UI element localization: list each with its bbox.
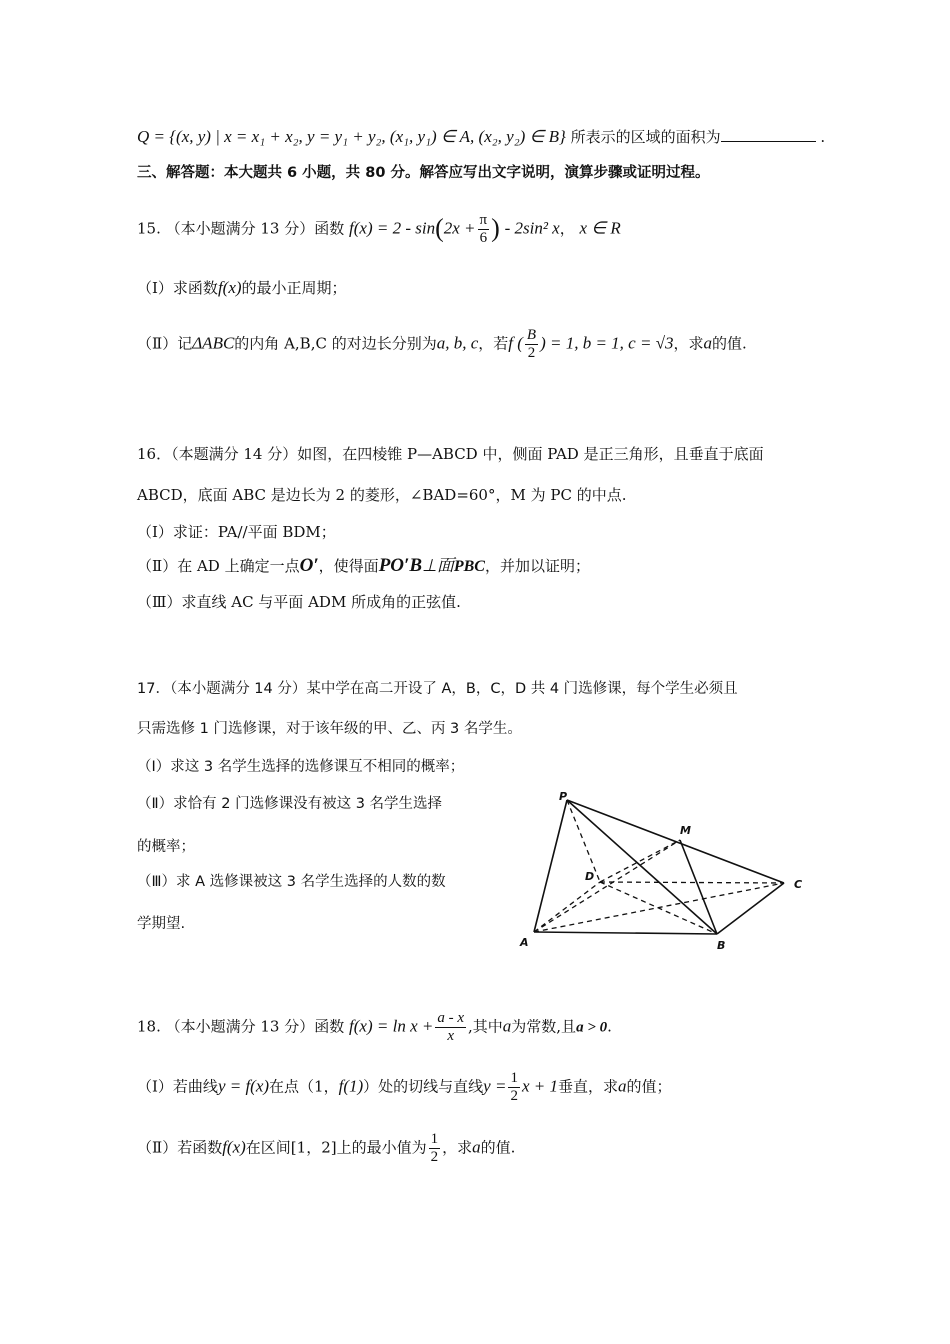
q15-head: 15. （本小题满分 13 分）函数 (137, 219, 345, 238)
q15-b-over-2: $\frac{B}{2}$ (526, 327, 537, 361)
edge-pd (567, 800, 600, 882)
label-m: M (680, 824, 691, 837)
edge-dm (600, 840, 680, 882)
q17-part-3b: 学期望. (137, 916, 186, 932)
q18-one-half: $\frac{1}{2}$ (510, 1070, 518, 1104)
q16-part-3: （Ⅲ）求直线 AC 与平面 ADM 所成角的正弦值. (137, 593, 461, 611)
q17-part-2a: （Ⅱ）求恰有 2 门选修课没有被这 3 名学生选择 (137, 796, 443, 812)
q18-stem: 18. （本小题满分 13 分）函数 f(x) = ln x + $\frac{a - x}{x}$ ,其中a为常数,且a > 0. (137, 1010, 612, 1044)
section-3-heading: 三、解答题：本大题共 6 小题，共 80 分。解答应写出文字说明，演算步骤或证明过程。 (137, 165, 710, 181)
edge-pb (567, 800, 717, 934)
label-a: A (520, 936, 529, 949)
q18-part-1: （Ⅰ）若曲线y = f(x)在点（1，f(1)）处的切线与直线y = $\frac{1}{2}$ x + 1垂直，求a的值； (137, 1070, 672, 1104)
label-p: P (559, 790, 568, 803)
hidden-edges (534, 800, 784, 934)
q15-stem: 15. （本小题满分 13 分）函数 f(x) = 2 - sin(2x + $\frac{\pi}{6}$ ) - 2sin² x， x ∈ R (137, 212, 621, 246)
q14-set-expression: Q = {(x, y) | x = x₁ + x₂, y = y₁ + y₂, (x₁, y₁) ∈ A, (x₂, y₂) ∈ B} (137, 127, 566, 146)
q14-period: . (820, 128, 826, 146)
q17-part-3a: （Ⅲ）求 A 选修课被这 3 名学生选择的人数的数 (137, 874, 446, 890)
q16-line-1: 16．（本题满分 14 分）如图，在四棱锥 P—ABCD 中，侧面 PAD 是正三角形，且垂直于底面 (137, 445, 764, 463)
edge-ab (534, 932, 717, 934)
q15-function-lhs: f(x) = 2 - sin (349, 218, 436, 238)
q14-answer-blank (721, 127, 816, 142)
q16-part-1: （Ⅰ）求证：PA//平面 BDM； (137, 523, 336, 541)
q17-line-2: 只需选修 1 门选修课，对于该年级的甲、乙、丙 3 名学生。 (137, 721, 522, 737)
q16-part-2: （Ⅱ）在 AD 上确定一点O′，使得面PO′B⊥面PBC，并加以证明； (137, 555, 590, 576)
q15-domain: x ∈ R (579, 218, 621, 238)
q15-fx: f(x) (217, 278, 242, 297)
edge-pa (534, 800, 567, 932)
q18-part-2: （Ⅱ）若函数f(x)在区间[1，2]上的最小值为 $\frac{1}{2}$ ，求a的值. (137, 1131, 516, 1165)
pyramid-figure (512, 787, 812, 957)
q15-part-2: （Ⅱ）记ΔABC的内角 A,B,C 的对边长分别为a, b, c，若f ( $\frac{B}{2}$ ) = 1, b = 1, c = √3，求a的值. (137, 327, 747, 361)
q16-point-o: O′ (299, 555, 319, 576)
q15-condition: ) = 1, b = 1, c = √3 (540, 333, 674, 353)
edge-ac (534, 883, 784, 932)
q15-part-1: （Ⅰ）求函数f(x)的最小正周期； (137, 278, 347, 297)
label-b: B (717, 939, 726, 952)
edge-bc (717, 883, 784, 934)
edge-dc (600, 882, 784, 883)
q18-min-value: $\frac{1}{2}$ (430, 1131, 439, 1165)
q15-function-arg: 2x + (443, 218, 476, 238)
q14-line (137, 126, 825, 148)
q18-condition: a > 0 (576, 1019, 608, 1036)
q15-function-rest: - 2sin² x (504, 218, 560, 238)
q18-fraction: $\frac{a - x}{x}$ (437, 1010, 464, 1044)
q14-tail-text: 所表示的区域的面积为 (570, 128, 721, 146)
label-c: C (794, 878, 803, 891)
q15-pi-over-6: $\frac{\pi}{6}$ (479, 212, 488, 246)
q18-function-lhs: f(x) = ln x + (349, 1016, 434, 1036)
q17-part-1: （Ⅰ）求这 3 名学生选择的选修课互不相同的概率； (137, 759, 465, 775)
q16-plane-pob: PO′B (378, 555, 423, 576)
solid-edges (534, 800, 784, 934)
label-d: D (585, 870, 595, 883)
edge-pc (567, 800, 784, 883)
q15-triangle: ΔABC (192, 333, 235, 353)
q17-line-1: 17．（本小题满分 14 分）某中学在高二开设了 A，B，C，D 共 4 门选修课，每个学生必须且 (137, 681, 738, 697)
q18-head: 18. （本小题满分 13 分）函数 (137, 1017, 345, 1036)
q17-part-2b: 的概率； (137, 839, 195, 855)
q16-line-2: ABCD，底面 ABC 是边长为 2 的菱形，∠BAD=60°，M 为 PC 的中点. (137, 486, 627, 504)
